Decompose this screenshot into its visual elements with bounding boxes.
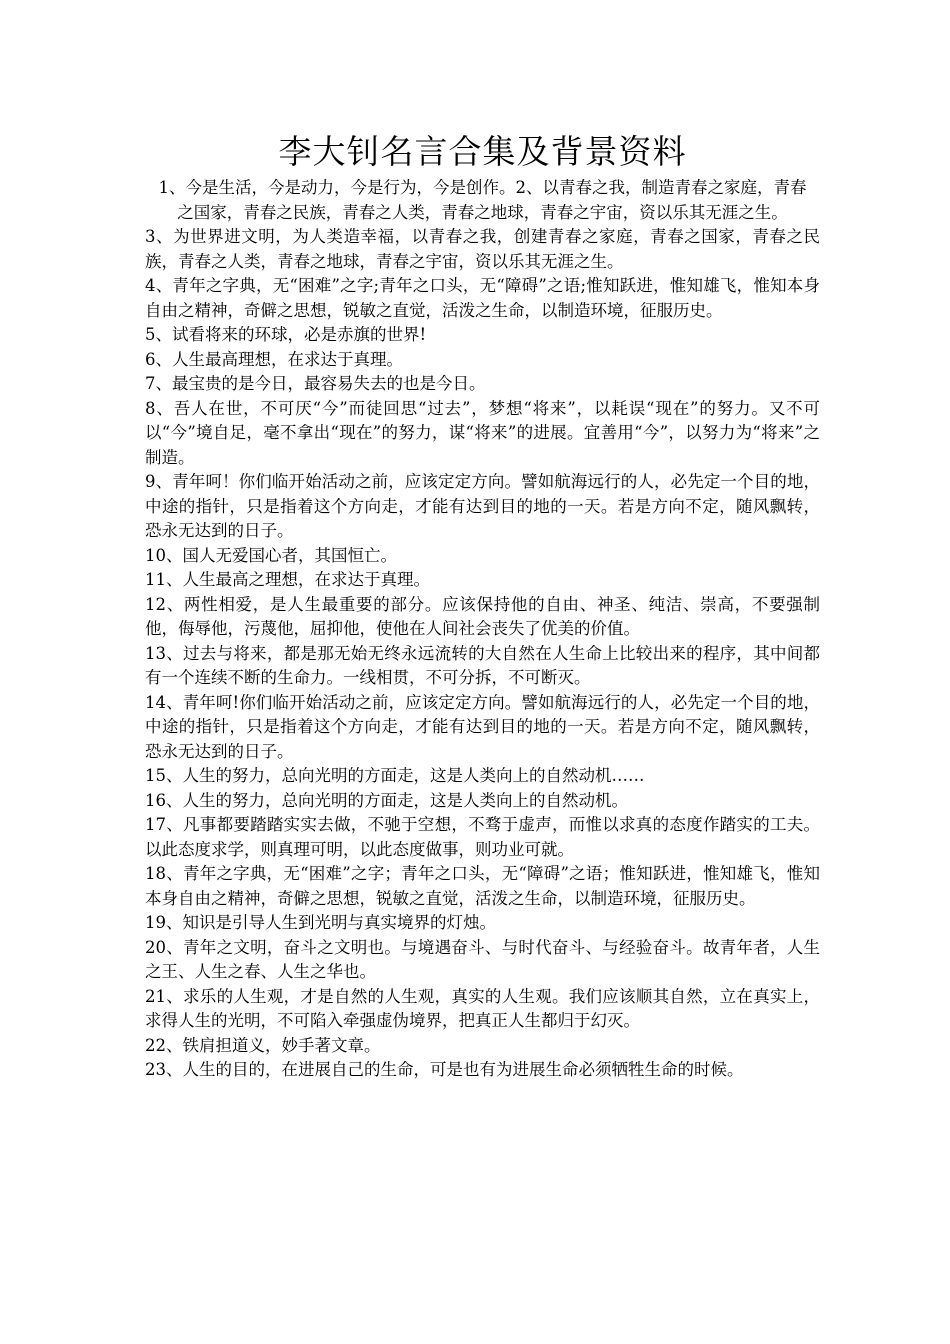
- quote-item-11: 11、人生最高之理想，在求达于真理。: [145, 570, 430, 589]
- quote-item-10: 10、国人无爱国心者，其国恒亡。: [145, 545, 397, 565]
- quote-item-23: 23、人生的目的，在进展自己的生命，可是也有为进展生命必须牺牲生命的时候。: [145, 1060, 744, 1079]
- quote-item-4: 4、青年之字典，无“困难”之字;青年之口头，无“障碍”之语;惟知跃进，惟知雄飞，惟知本身自由之精神，奇僻之思想，锐敏之直觉，活泼之生命，以制造环境，征服历史。: [145, 276, 820, 320]
- quote-item-18: 18、青年之字典，无“困难”之字；青年之口头，无“障碍”之语；惟知跃进，惟知雄飞，惟知本身自由之精神，奇僻之思想，锐敏之直觉，活泼之生命，以制造环境，征服历史。: [145, 864, 820, 908]
- intro-paragraph: 1、今是生活，今是动力，今是行为，今是创作。2、以青春之我，制造青春之家庭，青春之国家，青春之民族，青春之人类，青春之地球，青春之宇宙，资以乐其无涯之生。: [158, 178, 807, 222]
- quote-item-22: 22、铁肩担道义，妙手著文章。: [145, 1035, 381, 1055]
- quote-item-3: 3、为世界进文明，为人类造幸福，以青春之我，创建青春之家庭，青春之国家，青春之民族，青春之人类，青春之地球，青春之宇宙，资以乐其无涯之生。: [145, 227, 820, 271]
- document-title: 李大钊名言合集及背景资料: [278, 132, 687, 171]
- quote-item-20: 20、青年之文明，奋斗之文明也。与境遇奋斗、与时代奋斗、与经验奋斗。故青年者，人生之王、人生之春、人生之华也。: [145, 937, 820, 981]
- quote-item-14: 14、青年呵!你们临开始活动之前，应该定定方向。譬如航海远行的人，必先定一个目的地，中途的指针，只是指着这个方向走，才能有达到目的地的一天。若是方向不定，随风飘转，恐永无达到的日子。: [145, 692, 820, 761]
- quote-item-7: 7、最宝贵的是今日，最容易失去的也是今日。: [145, 374, 486, 393]
- quote-item-13: 13、过去与将来，都是那无始无终永远流转的大自然在人生命上比较出来的程序，其中间都有一个连续不断的生命力。一线相贯，不可分拆，不可断灭。: [145, 643, 820, 687]
- quote-item-12: 12、两性相爱，是人生最重要的部分。应该保持他的自由、神圣、纯洁、崇高，不要强制他，侮辱他，污蔑他，屈抑他，使他在人间社会丧失了优美的价值。: [145, 594, 820, 638]
- quote-item-19: 19、知识是引导人生到光明与真实境界的灯烛。: [145, 913, 496, 932]
- quote-item-16: 16、人生的努力，总向光明的方面走，这是人类向上的自然动机。: [145, 790, 628, 810]
- quote-list: [145, 225, 820, 1083]
- quote-item-6: 6、人生最高理想，在求达于真理。: [145, 349, 403, 369]
- document-page: [145, 128, 820, 1083]
- quote-item-5: 5、试看将来的环球，必是赤旗的世界!: [145, 325, 427, 344]
- quote-item-17: 17、凡事都要踏踏实实去做，不驰于空想，不骛于虚声，而惟以求真的态度作踏实的工夫。以此态度求学，则真理可明，以此态度做事，则功业可就。: [145, 815, 820, 859]
- quote-item-8: 8、吾人在世，不可厌“今”而徒回思“过去”，梦想“将来”，以耗误“现在”的努力。又不可以“今”境自足，毫不拿出“现在”的努力，谋“将来”的进展。宜善用“今”，以努力为“将来”之制造。: [145, 398, 820, 467]
- quote-item-9: 9、青年呵！你们临开始活动之前，应该定定方向。譬如航海远行的人，必先定一个目的地，中途的指针，只是指着这个方向走，才能有达到目的地的一天。若是方向不定，随风飘转，恐永无达到的日子。: [145, 472, 820, 540]
- quote-item-21: 21、求乐的人生观，才是自然的人生观，真实的人生观。我们应该顺其自然，立在真实上，求得人生的光明，不可陷入牵强虚伪境界，把真正人生都归于幻灭。: [145, 986, 820, 1030]
- quote-item-15: 15、人生的努力，总向光明的方面走，这是人类向上的自然动机……: [145, 766, 645, 785]
